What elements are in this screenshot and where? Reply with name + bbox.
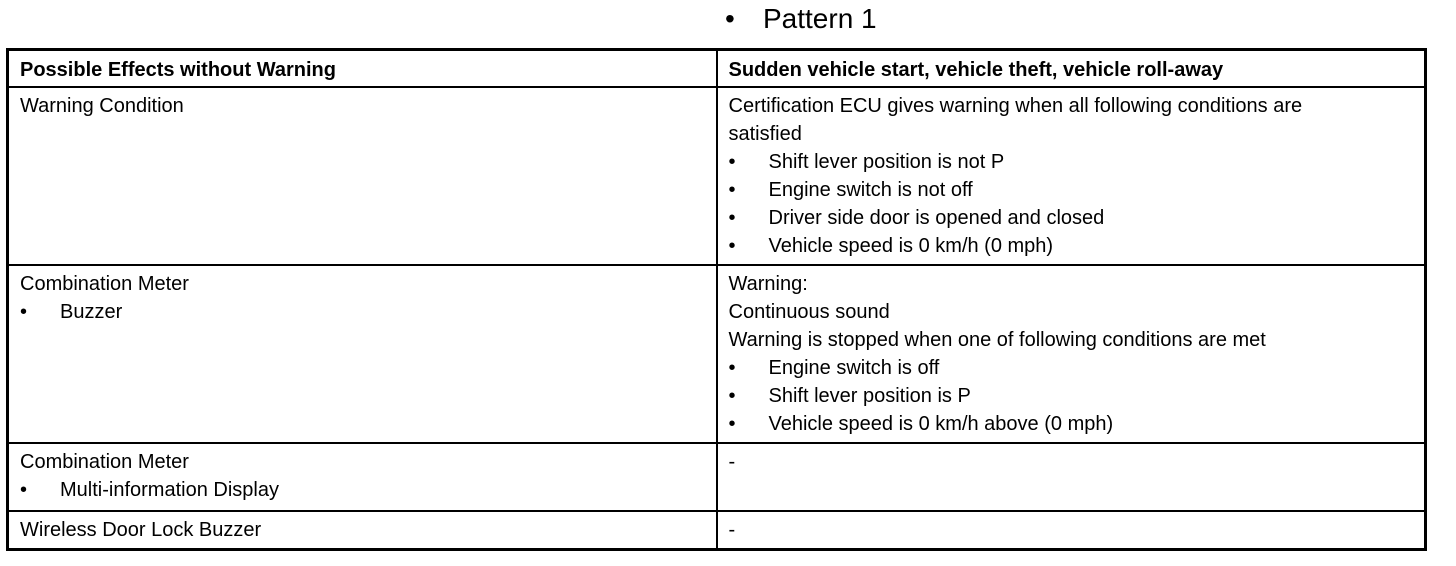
table-header-row — [8, 50, 1426, 88]
display-detail-cell — [717, 443, 1426, 511]
bullet-icon: • — [725, 3, 735, 34]
list-item: • Driver side door is opened and closed — [729, 204, 1425, 232]
buzzer-detail-cell — [717, 265, 1426, 443]
list-item: • Engine switch is off — [729, 354, 1425, 382]
list-item: • Vehicle speed is 0 km/h above (0 mph) — [729, 410, 1425, 438]
bullet-icon: • — [728, 151, 736, 173]
bullet-icon: • — [20, 479, 28, 501]
bullet-icon: • — [728, 385, 736, 407]
pattern-title-text: Pattern 1 — [763, 3, 877, 34]
detail-line: Continuous sound — [728, 301, 890, 323]
list-item: • Engine switch is not off — [729, 176, 1425, 204]
row-title: Combination Meter — [20, 451, 189, 473]
combination-meter-buzzer-cell — [8, 265, 717, 443]
detail-value: - — [728, 519, 736, 541]
warning-condition-detail-cell — [717, 87, 1426, 265]
list-item: • Vehicle speed is 0 km/h (0 mph) — [729, 232, 1425, 260]
list-item: • Buzzer — [20, 298, 716, 326]
detail-line: Warning is stopped when one of following conditions are met — [728, 329, 1266, 351]
bullet-icon: • — [728, 413, 736, 435]
list-item: • Multi-information Display — [20, 476, 716, 504]
list-item: • Shift lever position is P — [729, 382, 1425, 410]
table-row — [8, 265, 1426, 443]
bullet-icon: • — [728, 207, 736, 229]
row-title: Warning Condition — [20, 95, 184, 117]
table-row — [8, 443, 1426, 511]
header-right-cell: Sudden vehicle start, vehicle theft, vehicle roll-away — [717, 50, 1426, 88]
row-title: Combination Meter — [20, 273, 189, 295]
row-title: Wireless Door Lock Buzzer — [20, 519, 262, 541]
bullet-icon: • — [728, 357, 736, 379]
pattern-title — [725, 2, 877, 36]
wireless-detail-cell — [717, 511, 1426, 550]
detail-value: - — [728, 451, 736, 473]
header-left-cell: Possible Effects without Warning — [8, 50, 717, 88]
bullet-icon: • — [728, 235, 736, 257]
list-item: • Shift lever position is not P — [729, 148, 1425, 176]
detail-line: Certification ECU gives warning when all following conditions are — [728, 95, 1303, 117]
combination-meter-display-cell — [8, 443, 717, 511]
bullet-icon: • — [728, 179, 736, 201]
detail-line: satisfied — [728, 123, 802, 145]
effects-table — [6, 48, 1427, 551]
bullet-icon: • — [20, 301, 28, 323]
warning-condition-label-cell — [8, 87, 717, 265]
table-row — [8, 87, 1426, 265]
wireless-door-lock-buzzer-cell — [8, 511, 717, 550]
table-row — [8, 511, 1426, 550]
detail-line: Warning: — [728, 273, 808, 295]
